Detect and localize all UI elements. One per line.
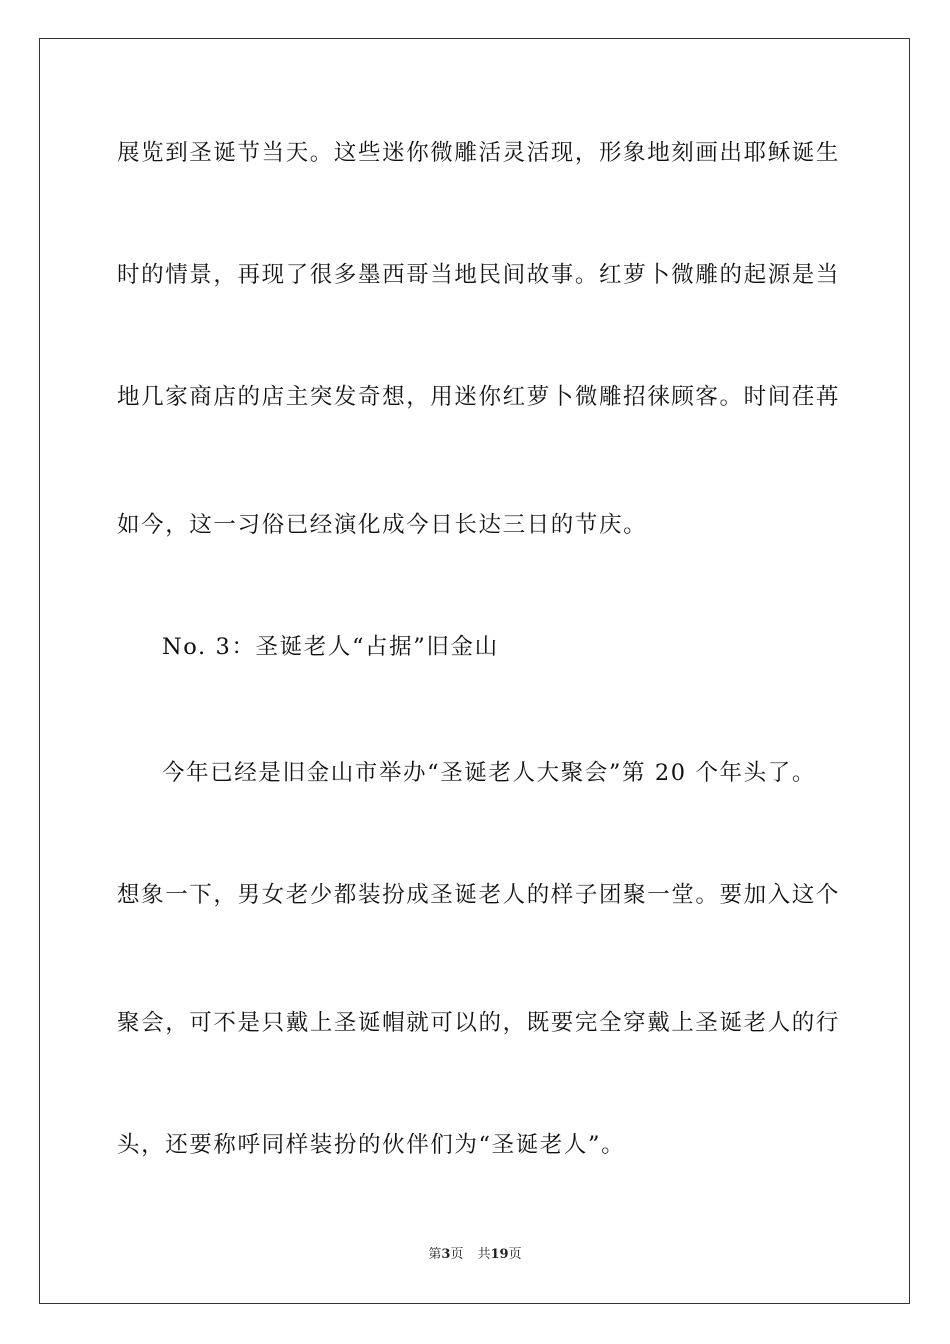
total-label-prefix: 共 (477, 1247, 491, 1262)
body-text-line: 地几家商店的店主突发奇想，用迷你红萝卜微雕招徕顾客。时间荏苒 (117, 384, 841, 410)
body-text-line: 聚会，可不是只戴上圣诞帽就可以的，既要完全穿戴上圣诞老人的行 (117, 1010, 841, 1036)
section-heading: No. 3：圣诞老人“占据”旧金山 (162, 634, 499, 660)
page-footer (0, 1246, 950, 1264)
current-page-number: 3 (441, 1247, 451, 1262)
body-text-line: 如今，这一习俗已经演化成今日长达三日的节庆。 (117, 512, 648, 538)
total-label-suffix: 页 (508, 1247, 522, 1262)
page-border (39, 38, 910, 1304)
body-text-line: 头，还要称呼同样装扮的伙伴们为“圣诞老人”。 (117, 1132, 626, 1158)
body-text-line: 想象一下，男女老少都装扮成圣诞老人的样子团聚一堂。要加入这个 (117, 882, 841, 908)
page-label-prefix: 第 (428, 1247, 442, 1262)
body-text-line: 时的情景，再现了很多墨西哥当地民间故事。红萝卜微雕的起源是当 (117, 262, 841, 288)
body-text-line: 今年已经是旧金山市举办“圣诞老人大聚会”第 20 个年头了。 (162, 760, 816, 786)
body-text-line: 展览到圣诞节当天。这些迷你微雕活灵活现，形象地刻画出耶稣诞生 (117, 140, 841, 166)
page-label-suffix: 页 (450, 1247, 464, 1262)
total-page-count: 19 (490, 1247, 509, 1262)
